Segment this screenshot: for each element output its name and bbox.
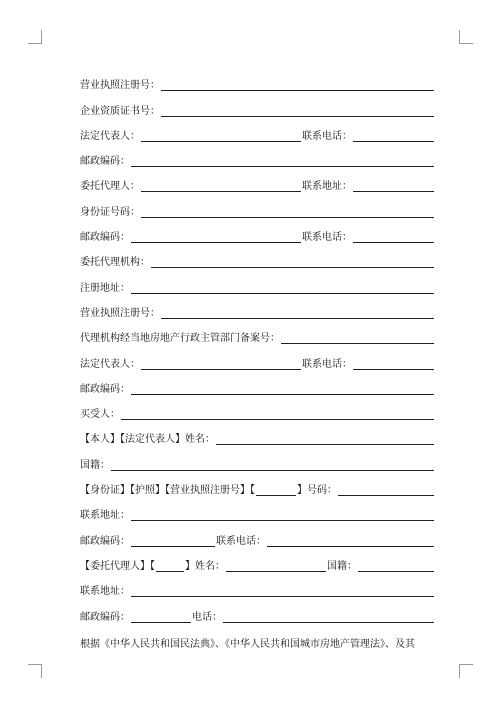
field-label: 邮政编码： [80,611,130,623]
fill-line[interactable] [161,308,434,319]
field-label: 联系地址： [80,510,130,522]
fill-line[interactable] [141,359,301,370]
form-row [80,549,435,574]
fill-line[interactable] [281,333,434,344]
form-row [80,422,435,447]
field-label: 电话： [192,611,222,623]
field-label: 委托代理人： [80,181,140,193]
form-row [80,473,435,498]
form-row [80,169,435,194]
crop-mark-top-left [28,30,42,44]
field-label: 【委托代理人】【 [80,560,155,572]
field-label: 代理机构经当地房地产行政主管部门备案号： [80,333,280,345]
crop-mark-bottom-left [28,664,42,678]
field-label: 国籍： [327,560,357,572]
field-label: 】号码： [297,485,337,497]
form-fields [80,68,435,650]
form-row [80,119,435,144]
field-label: 联系地址： [302,181,352,193]
fill-line[interactable] [131,232,301,243]
fill-line[interactable] [111,460,434,471]
field-label: 邮政编码： [80,535,130,547]
fill-line[interactable] [353,359,434,370]
field-label: 营业执照注册号： [80,80,160,92]
form-row [80,523,435,548]
field-label: 联系电话： [302,358,352,370]
fill-line[interactable] [131,536,215,547]
field-label: 法定代表人： [80,130,140,142]
fill-line[interactable] [353,232,434,243]
field-label: 注册地址： [80,282,130,294]
form-row [80,93,435,118]
crop-mark-top-right [459,30,473,44]
field-label: 买受人： [80,409,120,421]
fill-line[interactable] [131,586,434,597]
fill-line[interactable] [338,485,434,496]
fill-line[interactable] [141,131,301,142]
fill-line[interactable] [131,283,434,294]
fill-line[interactable] [161,80,434,91]
fill-line[interactable] [226,561,326,572]
form-row [80,194,435,219]
form-row [80,296,435,321]
fill-line[interactable] [131,510,434,521]
form-row [80,245,435,270]
closing-paragraph [80,625,435,650]
fill-line[interactable] [131,384,434,395]
form-row [80,270,435,295]
fill-line[interactable] [353,181,434,192]
field-label: 身份证号码： [80,206,140,218]
fill-line[interactable] [156,561,184,572]
form-row [80,498,435,523]
form-row [80,220,435,245]
form-row [80,599,435,624]
field-label: 联系地址： [80,586,130,598]
fill-line[interactable] [216,434,434,445]
fill-line[interactable] [151,257,434,268]
crop-mark-bottom-right [459,664,473,678]
field-label: 法定代表人： [80,358,140,370]
fill-line[interactable] [141,207,434,218]
fill-line[interactable] [256,485,296,496]
form-row [80,321,435,346]
form-row [80,68,435,93]
fill-line[interactable] [131,612,191,623]
form-row [80,372,435,397]
field-label: 【身份证】【护照】【营业执照注册号】【 [80,485,255,497]
form-row [80,397,435,422]
field-label: 】姓名： [185,560,225,572]
form-row [80,574,435,599]
fill-line[interactable] [131,156,434,167]
field-label: 邮政编码： [80,383,130,395]
fill-line[interactable] [223,612,434,623]
field-label: 营业执照注册号： [80,307,160,319]
field-label: 联系电话： [216,535,266,547]
form-row [80,447,435,472]
fill-line[interactable] [141,181,301,192]
field-label: 委托代理机构： [80,257,150,269]
form-row [80,346,435,371]
fill-line[interactable] [121,409,434,420]
field-label: 联系电话： [302,232,352,244]
field-label: 国籍： [80,459,110,471]
fill-line[interactable] [353,131,434,142]
closing-text: 根据《中华人民共和国民法典》、《中华人民共和国城市房地产管理法》、及其 [80,638,415,650]
fill-line[interactable] [358,561,434,572]
fill-line[interactable] [267,536,434,547]
form-row [80,144,435,169]
field-label: 邮政编码： [80,232,130,244]
field-label: 联系电话： [302,130,352,142]
field-label: 【本人】【法定代表人】姓名： [80,434,215,446]
field-label: 企业资质证书号： [80,105,160,117]
fill-line[interactable] [161,106,434,117]
field-label: 邮政编码： [80,156,130,168]
